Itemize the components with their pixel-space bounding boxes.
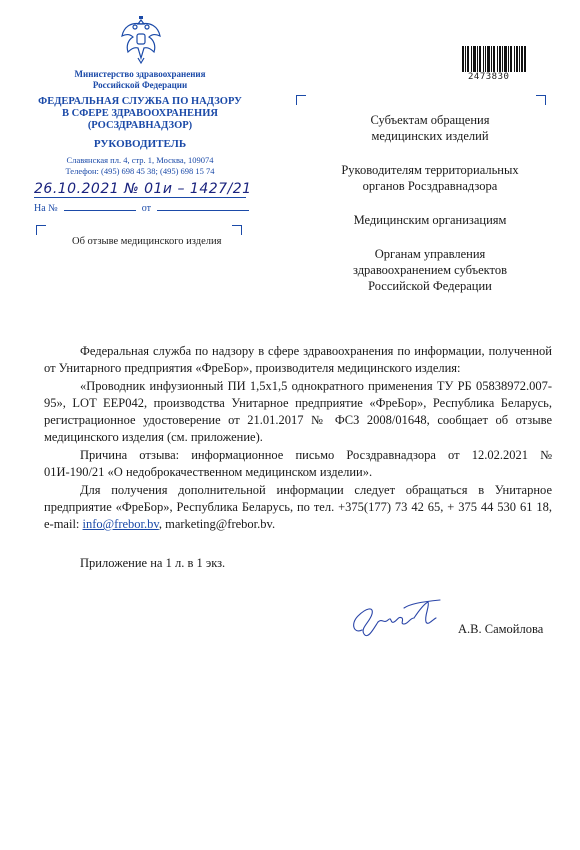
service-line-1: ФЕДЕРАЛЬНАЯ СЛУЖБА ПО НАДЗОРУ xyxy=(38,96,242,107)
contact-text: Для получения дополнительной информации следует обращаться в Унитарное предприятие «ФреБор», Республика Беларусь, по тел. +375(177) 73 42 65, + 375 44 530 61 18, e-mail: xyxy=(44,483,552,531)
addressee-item: Субъектам обращения медицинских изделий xyxy=(370,113,490,143)
body-paragraph-3: Причина отзыва: информационное письмо Росздравнадзора от 12.02.2021 № 01И-190/21 «О недоброкачественном медицинском изделии». xyxy=(44,448,552,479)
coat-of-arms-icon xyxy=(118,14,164,66)
service-name xyxy=(20,96,260,132)
email-separator: , xyxy=(158,517,166,531)
subject-bracket-right xyxy=(232,225,242,235)
contact-end: . xyxy=(271,517,276,531)
address xyxy=(30,155,250,177)
addressee-item: Руководителям территориальных органов Росздравнадзора xyxy=(341,163,519,193)
reference-row xyxy=(34,203,255,214)
letter-subject: Об отзыве медицинского изделия xyxy=(72,236,222,247)
body-paragraph-2: «Проводник инфузионный ПИ 1,5x1,5 однократного применения ТУ РБ 05838972.007-95», LOT EEP042, производства Унитарное предприятие «ФреБор», Республика Беларусь, регистрационное удостоверение от 21.01.2017 № ФСЗ 2008/01648, сообщает об отзыве медицинского изделия (см. приложение). xyxy=(44,379,552,444)
addressee-item: Медицинским организациям xyxy=(353,213,507,227)
handwritten-signature xyxy=(344,594,454,642)
service-line-2: В СФЕРЕ ЗДРАВООХРАНЕНИЯ xyxy=(62,108,218,119)
ministry-name xyxy=(20,69,260,91)
body-paragraph-1: Федеральная служба по надзору в сфере здравоохранения по информации, полученной от Унитарного предприятия «ФреБор», производителя медицинского изделия: xyxy=(44,344,552,375)
barcode xyxy=(462,46,526,72)
addressee-item: Органам управления здравоохранением субъектов Российской Федерации xyxy=(352,247,507,293)
address-line-1: Славянская пл. 4, стр. 1, Москва, 109074 xyxy=(66,155,214,165)
attachment-note: Приложение на 1 л. в 1 экз. xyxy=(80,556,226,570)
email-link-info[interactable]: info@frebor.bv xyxy=(82,517,159,531)
na-blank xyxy=(64,203,136,211)
registration-underline xyxy=(34,197,246,198)
letter-body xyxy=(44,343,552,533)
body-paragraph-4 xyxy=(44,482,552,533)
addressee-bracket-left xyxy=(296,95,306,105)
signer-name: А.В. Самойлова xyxy=(458,622,544,636)
addressee-bracket-right xyxy=(536,95,546,105)
barcode-number: 2473830 xyxy=(468,72,510,82)
service-line-3: (РОСЗДРАВНАДЗОР) xyxy=(87,120,193,131)
handwritten-registration: 26.10.2021 № 01и – 1427/21 xyxy=(34,181,252,197)
address-line-2: Телефон: (495) 698 45 38; (495) 698 15 74 xyxy=(65,166,215,176)
na-label: На № xyxy=(34,203,58,214)
addressee-block xyxy=(300,112,560,312)
ministry-line-2: Российской Федерации xyxy=(92,80,188,90)
ot-label: от xyxy=(141,203,151,214)
head-title: РУКОВОДИТЕЛЬ xyxy=(93,138,187,150)
email-marketing: marketing@frebor.bv xyxy=(165,517,272,531)
subject-bracket-left xyxy=(36,225,46,235)
ot-blank xyxy=(157,203,249,211)
ministry-line-1: Министерство здравоохранения xyxy=(74,69,206,79)
